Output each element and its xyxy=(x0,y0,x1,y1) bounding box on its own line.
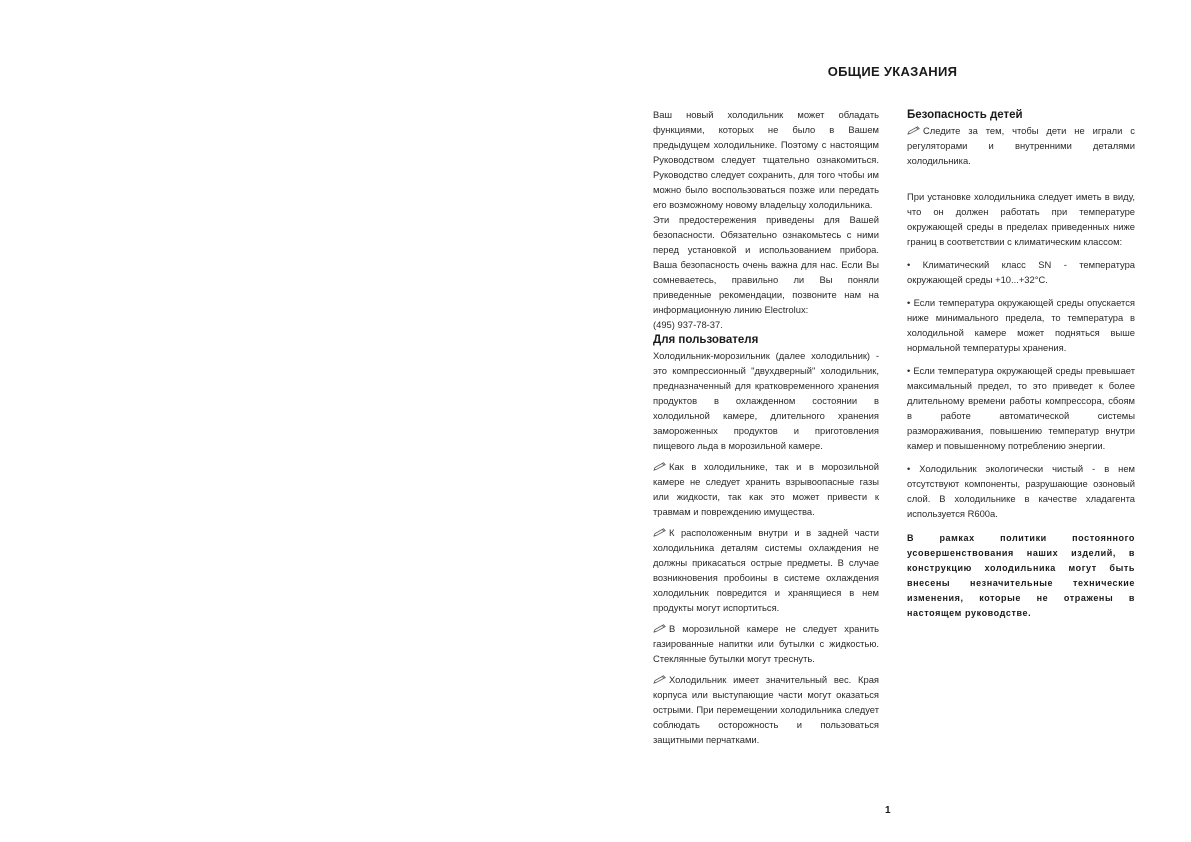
kids-safety-item xyxy=(907,123,1135,168)
pencil-icon xyxy=(653,462,667,471)
safety-paragraph: Эти предостережения приведены для Вашей безопасности. Обязательно ознакомьтесь с ними перед установкой и использованием прибора. Ваша безопасность очень важна для нас. Если Вы сомневаетесь, правильно ли Вы поняли приведенные рекомендации, позвоните нам на информационную линию Electrolux: xyxy=(653,214,879,315)
page-number: 1 xyxy=(885,805,891,816)
installation-paragraph: При установке холодильника следует иметь в виду, что он должен работать при температуре окружающей среды в пределах приведенных ниже границ в соответствии с климатическим классом: xyxy=(907,191,1135,247)
warning-text: Холодильник имеет значительный вес. Края корпуса или выступающие части могут оказаться острыми. При перемещении холодильника следует соблюдать осторожность и пользоваться защитными перчатками. xyxy=(653,674,879,745)
pencil-icon xyxy=(653,675,667,684)
right-column xyxy=(907,107,1135,621)
warning-text: К расположенным внутри и в задней части холодильника деталям системы охлаждения не должны прикасаться острые предметы. В случае возникновения пробоины в системе охлаждения холодильник повредится и хранящиеся в нем продукты могут испортиться. xyxy=(653,527,879,613)
user-heading: Для пользователя xyxy=(653,334,759,346)
pencil-icon xyxy=(653,624,667,633)
kids-safety-heading: Безопасность детей xyxy=(907,109,1023,121)
kids-safety-text: Следите за тем, чтобы дети не играли с регуляторами и внутренними деталями холодильника. xyxy=(907,125,1135,166)
pencil-icon xyxy=(653,528,667,537)
intro-paragraph: Ваш новый холодильник может обладать функциями, которых не было в Вашем предыдущем холодильнике. Поэтому с настоящим Руководством следует тщательно ознакомиться. Руководство следует сохранить, для того чтобы им можно было воспользоваться позже или передать его возможному новому владельцу холодильника. xyxy=(653,109,879,210)
warning-text: В морозильной камере не следует хранить газированные напитки или бутылки с жидкостью. Стеклянные бутылки могут треснуть. xyxy=(653,623,879,664)
warning-item xyxy=(653,525,879,615)
climate-bullet: • Если температура окружающей среды превышает максимальный предел, то это приведет к более длительному времени работы компрессора, сбоям в работе автоматической системы размораживания, повышению температур внутри камер и повышенному потреблению энергии. xyxy=(907,365,1135,451)
warning-text: Как в холодильнике, так и в морозильной камере не следует хранить взрывоопасные газы или жидкости, так как это может привести к травмам и повреждению имущества. xyxy=(653,461,879,517)
improvement-notice: В рамках политики постоянного усовершенствования наших изделий, в конструкцию холодильника могут быть внесены незначительные технические изменения, которые не отражены в настоящем руководстве. xyxy=(907,533,1135,618)
user-paragraph: Холодильник-морозильник (далее холодильник) - это компрессионный "двухдверный" холодильник, предназначенный для кратковременного хранения продуктов в охлажденном состоянии в холодильной камере, длительного хранения замороженных продуктов и приготовления пищевого льда в морозильной камере. xyxy=(653,350,879,451)
hotline-phone: (495) 937-78-37. xyxy=(653,319,723,330)
climate-bullet: • Климатический класс SN - температура окружающей среды +10...+32°C. xyxy=(907,259,1135,285)
warning-item xyxy=(653,459,879,519)
warning-item xyxy=(653,621,879,666)
page-title: ОБЩИЕ УКАЗАНИЯ xyxy=(827,64,958,79)
pencil-icon xyxy=(907,126,921,135)
left-column xyxy=(653,107,879,747)
climate-bullet: • Холодильник экологически чистый - в нем отсутствуют компоненты, разрушающие озоновый слой. В холодильнике в качестве хладагента используется R600a. xyxy=(907,463,1135,519)
climate-bullet: • Если температура окружающей среды опускается ниже минимального предела, то температура в холодильной камере может подняться выше нормальной температуры хранения. xyxy=(907,297,1135,353)
warning-item xyxy=(653,672,879,747)
